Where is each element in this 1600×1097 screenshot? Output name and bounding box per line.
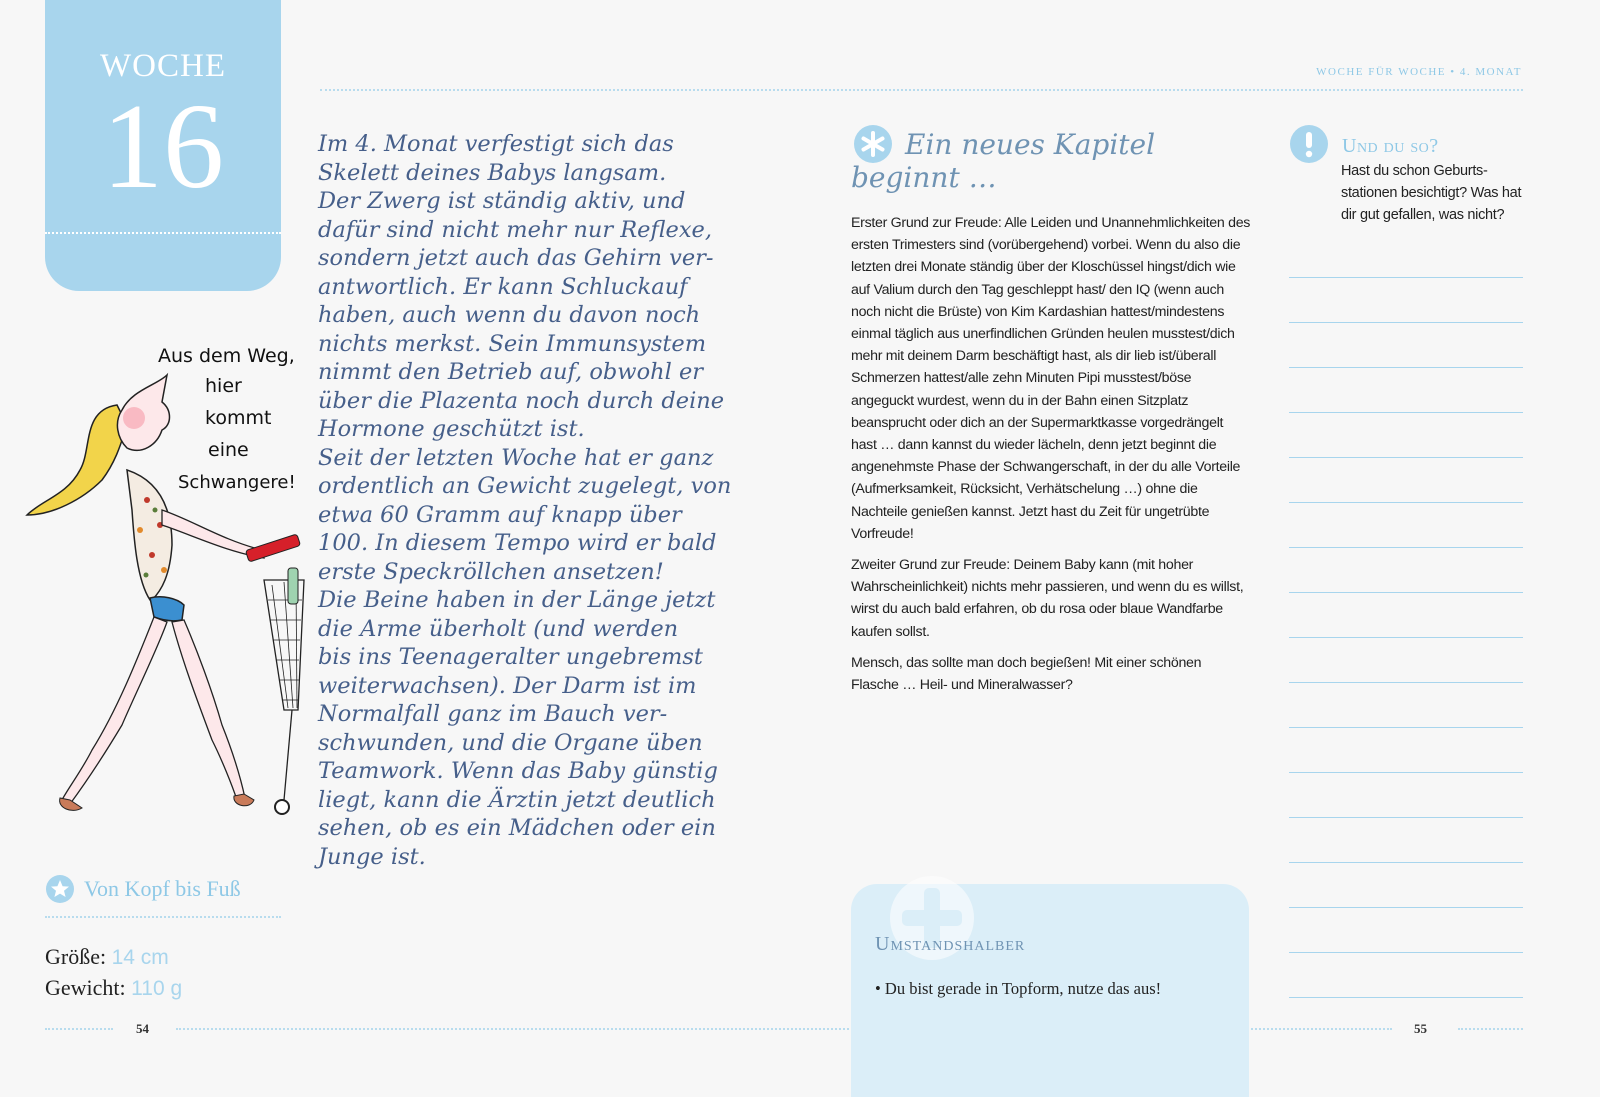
write-line[interactable]	[1289, 412, 1523, 413]
week-box	[45, 0, 281, 291]
write-line[interactable]	[1289, 637, 1523, 638]
star-icon	[45, 874, 75, 904]
size-value: 14 cm	[111, 946, 169, 969]
umstandshalber-item: • Du bist gerade in Topform, nutze das aus!	[875, 979, 1162, 998]
write-line[interactable]	[1289, 502, 1523, 503]
write-line[interactable]	[1289, 772, 1523, 773]
kopf-bis-fuss-divider	[45, 916, 281, 918]
exclamation-icon	[1289, 124, 1329, 164]
week-label: WOCHE	[100, 48, 226, 84]
page-number-right: 55	[1414, 1021, 1427, 1036]
kapitel-paragraph: Mensch, das sollte man doch begießen! Mit einer schönen Flasche … Heil- und Mineralwasser?	[851, 654, 1202, 694]
write-line[interactable]	[1289, 277, 1523, 278]
pregnant-woman-illustration	[22, 330, 312, 830]
kapitel-paragraph: Erster Grund zur Freude: Alle Leiden und Unannehmlichkeiten des ersten Trimesters sind (vorübergehend) vorbei. Wenn du also die letzten drei Monate ständig über der Kloschüssel hingst/dich wie auf Valium durch den Tag geschleppt hast/ den IQ (wenn auch noch nicht die Brüste) von Kim Kardashian hattest/mindestens einmal täglich aus unerfindlichen Gründen heulen musstest/dich mehr mit deinem Darm beschäftigt hast, als dir lieb ist/überall Schmerzen hattest/alle zehn Minuten Pipi musstest/böse angeguckt wurdest, wenn du in der Bahn einen Sitzplatz beansprucht oder dich an der Supermarktkasse vorgedrängelt hast … dann kannst du wieder lächeln, denn jetzt beginnt die angenehmste Phase der Schwangerschaft, in der du alle Vorteile (Aufmerksamkeit, Rücksicht, Verhätschelung …) ohne die Nachteile genießen kannst. Jetzt hast du Zeit für ungetrübte Vorfreude!	[851, 215, 1251, 542]
weight-row	[45, 975, 182, 1001]
speech-line-1: Aus dem Weg,	[158, 345, 295, 367]
write-line[interactable]	[1289, 952, 1523, 953]
kapitel-title: Ein neues Kapitel beginnt …	[851, 128, 1156, 194]
main-text: Im 4. Monat verfestigt sich das Skelett deines Babys langsam. Der Zwerg ist ständig aktiv, und dafür sind nicht mehr nur Reflexe, sondern jetzt auch das Gehirn ver- antwortlich. Er kann Schluckauf haben, auch wenn du davon noch nichts merkst. Sein Immunsystem nimmt den Betrieb auf, obwohl er über die Plazenta noch durch deine Hormone geschützt ist. Seit der letzten Woche hat er ganz ordentlich an Gewicht zugelegt, von etwa 60 Gramm auf knapp über 100. In diesem Tempo wird er bald erste Speckröllchen ansetzen! Die Beine haben in der Länge jetzt die Arme überholt (und werden bis ins Teenageralter ungebremst weiterwachsen). Der Darm ist im Normalfall ganz im Bauch ver- schwunden, und die Organe üben Teamwork. Wenn das Baby günstig liegt, kann die Ärztin jetzt deutlich sehen, ob es ein Mädchen oder ein Junge ist.	[318, 131, 732, 870]
write-line[interactable]	[1289, 862, 1523, 863]
speech-line-2: hier	[205, 375, 242, 397]
size-row	[45, 944, 169, 970]
weight-label: Gewicht:	[45, 975, 126, 1000]
kapitel-body	[851, 212, 1251, 705]
page-number-left: 54	[136, 1021, 149, 1036]
size-label: Größe:	[45, 944, 107, 969]
kopf-bis-fuss-title: Von Kopf bis Fuß	[84, 876, 241, 901]
write-line[interactable]	[1289, 592, 1523, 593]
speech-line-4: eine	[208, 439, 249, 461]
write-line[interactable]	[1289, 457, 1523, 458]
write-line[interactable]	[1289, 367, 1523, 368]
write-line[interactable]	[1289, 547, 1523, 548]
week-number: 16	[102, 79, 224, 214]
footer-dots-right	[1458, 1028, 1523, 1030]
und-du-so-text: Hast du schon Geburts-stationen besichtigt? Was hat dir gut gefallen, was nicht?	[1341, 163, 1522, 223]
write-line[interactable]	[1289, 997, 1523, 998]
write-line[interactable]	[1289, 682, 1523, 683]
speech-line-3: kommt	[205, 407, 272, 429]
und-du-so-title: Und du so?	[1342, 135, 1439, 157]
write-line[interactable]	[1289, 322, 1523, 323]
kapitel-paragraph: Zweiter Grund zur Freude: Deinem Baby kann (mit hoher Wahrscheinlichkeit) nichts mehr passieren, und wenn du es willst, wirst du auch bald erfahren, ob du rosa oder blaue Wandfarbe kaufen sollst.	[851, 557, 1244, 640]
footer-dots-left-a	[45, 1028, 113, 1030]
week-divider	[45, 232, 281, 234]
write-line[interactable]	[1289, 817, 1523, 818]
speech-line-5: Schwangere!	[178, 472, 296, 493]
write-line[interactable]	[1289, 727, 1523, 728]
top-dotted-rule	[320, 89, 1523, 91]
umstandshalber-title: Umstandshalber	[875, 933, 1026, 955]
write-line[interactable]	[1289, 907, 1523, 908]
running-head: WOCHE FÜR WOCHE • 4. MONAT	[1316, 66, 1522, 78]
weight-value: 110 g	[131, 977, 183, 1000]
